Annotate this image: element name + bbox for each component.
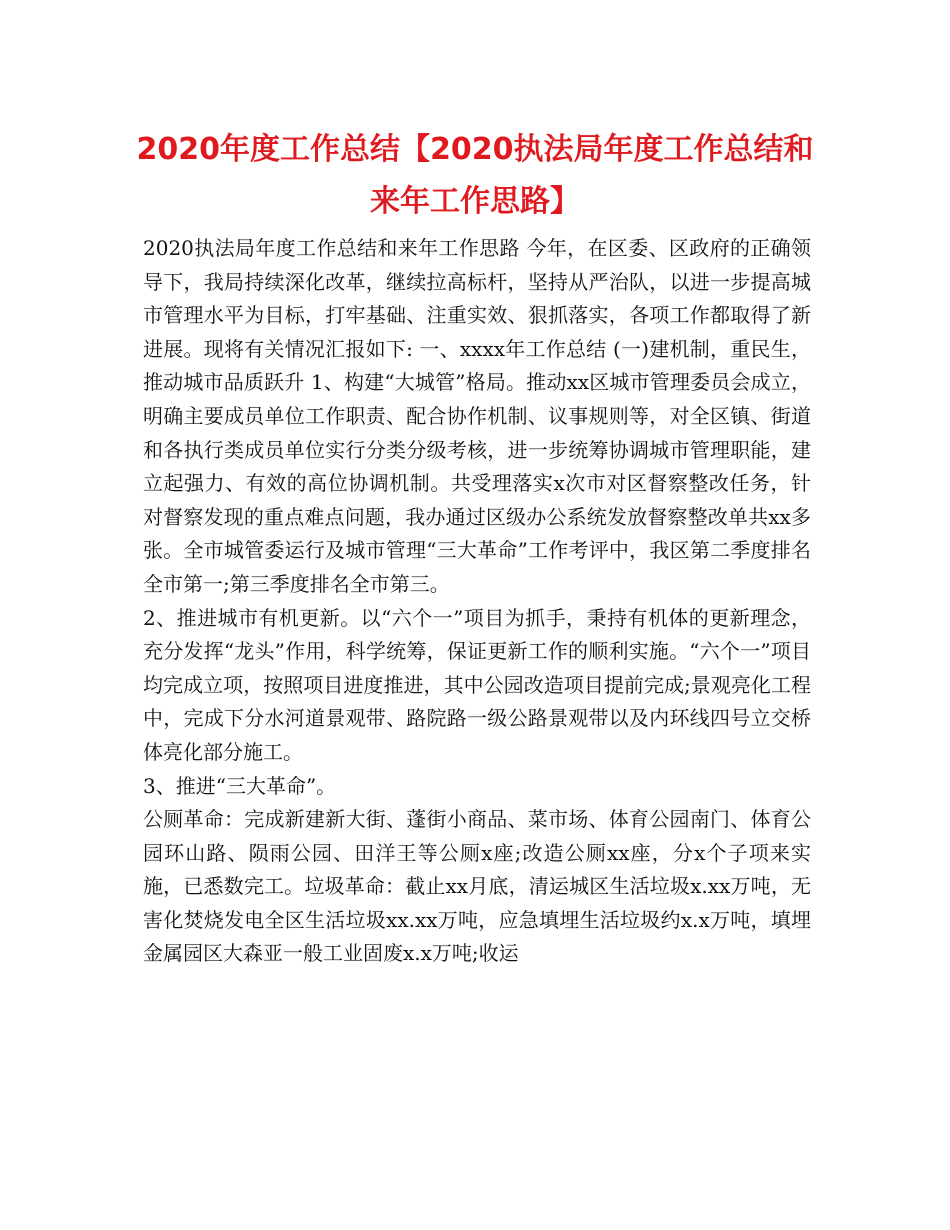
document-title: 2020年度工作总结【2020执法局年度工作总结和来年工作思路】 <box>136 132 814 219</box>
paragraph-three-revolutions-heading: 3、推进“三大革命”。 <box>143 773 337 798</box>
paragraph-intro: 2020执法局年度工作总结和来年工作思路 今年，在区委、区政府的正确领导下，我局持续深化改革，继续拉高标杆，坚持从严治队，以进一步提高城市管理水平为目标，打牢基础、注重实效、狠抓落实，各项工作都取得了新进展。现将有关情况汇报如下: 一、xxxx年工作总结 (一)建机制，重民生，推动城市品质跃升 1、构建“大城管”格局。推动xx区城市管理委员会成立，明确主要成员单位工作职责、配合协作机制、议事规则等，对全区镇、街道和各执行类成员单位实行分类分级考核，进一步统筹协调城市管理职能，建立起强力、有效的高位协调机制。共受理落实x次市对区督察整改任务，针对督察发现的重点难点问题，我办通过区级办公系统发放督察整改单共xx多张。全市城管委运行及城市管理“三大革命”工作考评中，我区第二季度排名全市第一;第三季度排名全市第三。 <box>143 236 811 596</box>
document-body <box>143 232 811 971</box>
paragraph-toilet-garbage-revolution: 公厕革命：完成新建新大街、蓬街小商品、菜市场、体育公园南门、体育公园环山路、陨雨公园、田洋王等公厕x座;改造公厕xx座，分x个子项来实施，已悉数完工。垃圾革命：截止xx月底，清运城区生活垃圾x.xx万吨，无害化焚烧发电全区生活垃圾xx.xx万吨，应急填埋生活垃圾约x.x万吨，填埋金属园区大森亚一般工业固废x.x万吨;收运 <box>143 807 811 966</box>
paragraph-urban-renewal: 2、推进城市有机更新。以“六个一”项目为抓手，秉持有机体的更新理念，充分发挥“龙头”作用，科学统筹，保证更新工作的顺利实施。“六个一”项目均完成立项，按照项目进度推进，其中公园改造项目提前完成;景观亮化工程中，完成下分水河道景观带、路院路一级公路景观带以及内环线四号立交桥体亮化部分施工。 <box>143 605 811 764</box>
